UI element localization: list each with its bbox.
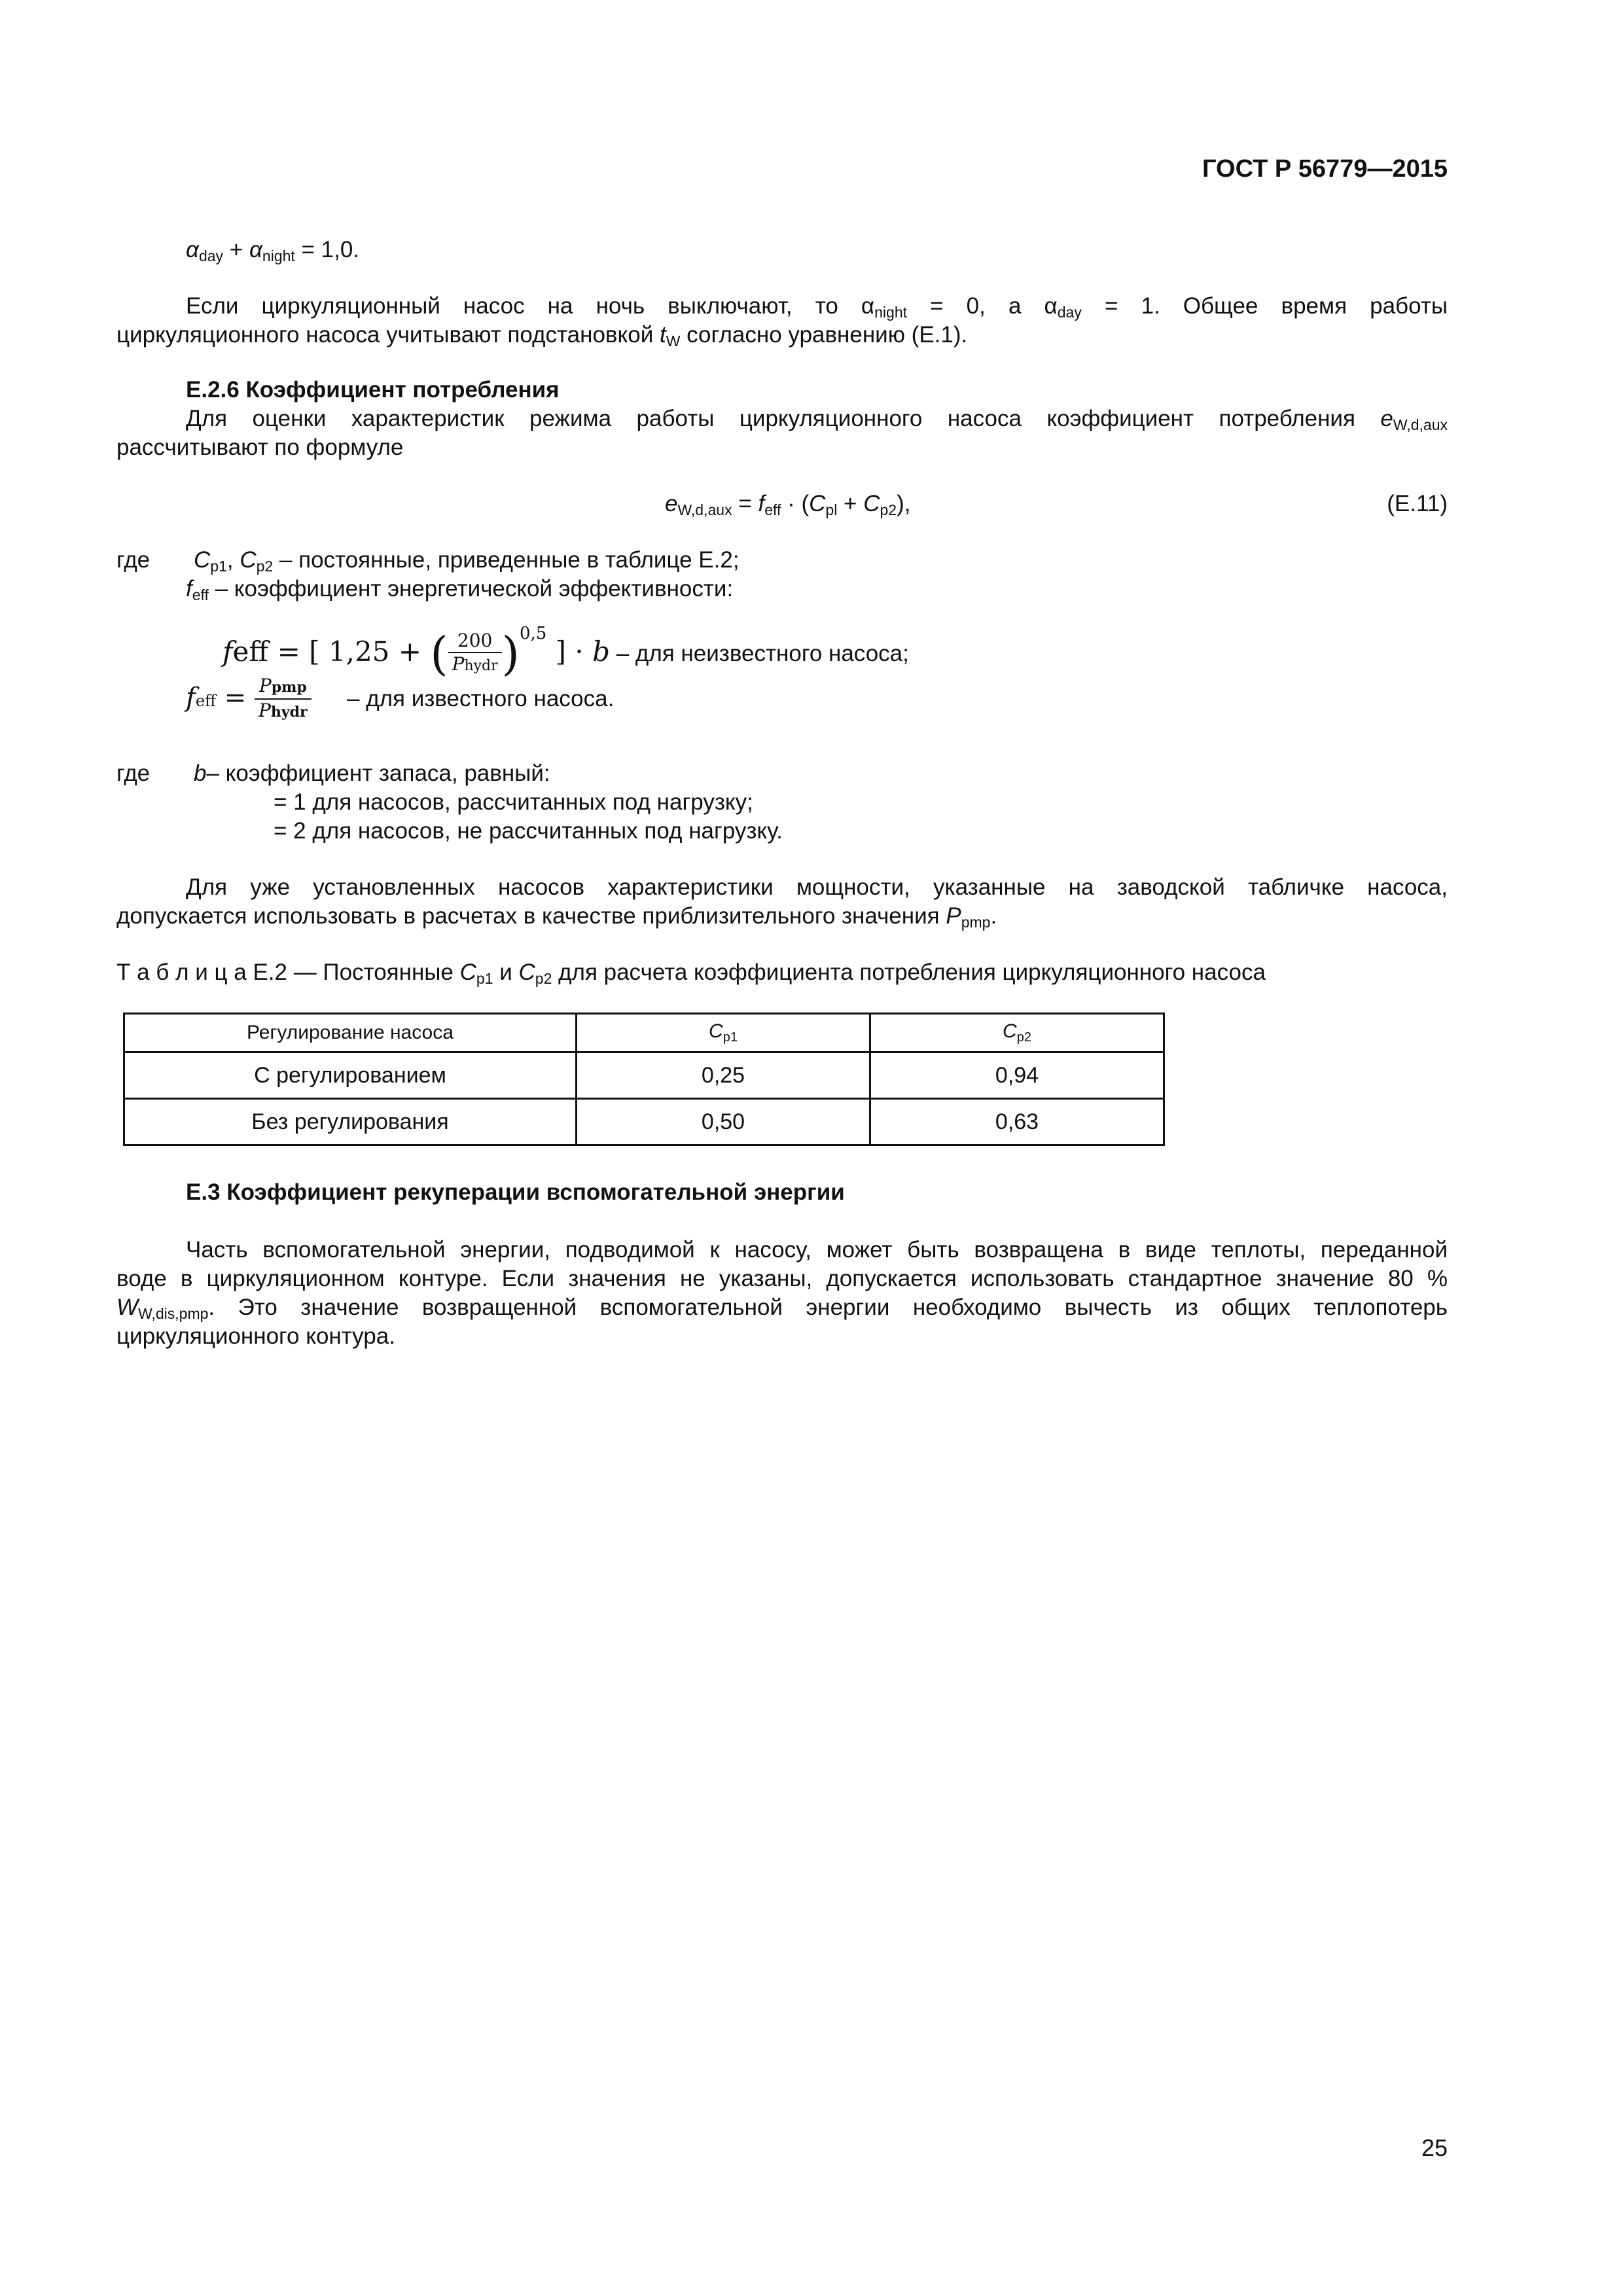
table-cell-regulation: С регулированием — [124, 1052, 577, 1099]
paragraph-consumption-line2: рассчитывают по формуле — [116, 435, 404, 460]
table-cell-cp1: 0,25 — [577, 1052, 870, 1099]
table-cell-regulation: Без регулирования — [124, 1099, 577, 1145]
alpha-sum-equation: $\alpha_{day} + \alpha_{night} = 1,0$. — [186, 237, 360, 264]
paragraph-installed-pumps-line2: допускается использовать в расчетах в качестве приблизительного значения $P_{pmp}$. — [116, 903, 997, 931]
document-id: ГОСТ Р 56779—2015 — [1202, 155, 1448, 183]
table-row — [124, 1052, 1164, 1099]
paragraph-installed-pumps-line1: Для уже установленных насосов характеристики мощности, указанные на заводской табличке насоса, — [186, 874, 1448, 900]
table-header-cp1: $C_{p1}$ — [577, 1014, 870, 1052]
equation-number-e11: (Е.11) — [1387, 491, 1448, 516]
where-label-2: где — [116, 761, 151, 786]
table-row — [124, 1099, 1164, 1145]
section-heading-e3: Е.3 Коэффициент рекуперации вспомогательной энергии — [186, 1179, 845, 1205]
table-header-cp2: $C_{p2}$ — [870, 1014, 1164, 1052]
page-number: 25 — [1421, 2134, 1448, 2161]
paragraph-recovery-line2: воде в циркуляционном контуре. Если значения не указаны, допускается использовать стандартное значение 80 % — [116, 1266, 1448, 1291]
table-header-regulation: Регулирование насоса — [124, 1014, 577, 1052]
table-cell-cp2: 0,63 — [870, 1099, 1164, 1145]
reserve-option-1: = 1 для насосов, рассчитанных под нагрузку; — [274, 789, 753, 815]
paragraph-night-shutdown-line2: циркуляционного насоса учитывают подстановкой $t_W$ согласно уравнению (Е.1). — [116, 322, 968, 350]
table-cell-cp1: 0,50 — [577, 1099, 870, 1145]
where-reserve-coefficient: b– коэффициент запаса, равный: — [194, 761, 550, 786]
where-efficiency-line: $f_{eff}$ – коэффициент энергетической эффективности: — [186, 576, 734, 603]
paragraph-recovery-line1: Часть вспомогательной энергии, подводимой к насосу, может быть возвращена в виде теплоты, переданной — [186, 1237, 1448, 1263]
reserve-option-2: = 2 для насосов, не рассчитанных под нагрузку. — [274, 818, 783, 844]
section-heading-e26: Е.2.6 Коэффициент потребления — [186, 377, 560, 403]
paragraph-night-shutdown-line1: Если циркуляционный насос на ночь выключают, то $\alpha_{night} = 0$, а $\alpha_{day} = 1$. Общее время работы — [186, 293, 1448, 321]
formula-known-pump: feff = $\frac{\text{Ppmp}}{\text{Phydr}}$ — [186, 665, 312, 734]
formula-known-pump-description: – для известного насоса. — [347, 686, 615, 711]
formula-unknown-pump: feff = [ 1,25 + ( $\frac{200}{\text{Phydr}}$ )$^{0,5}$ ] · b – для неизвестного насоса; — [223, 624, 909, 681]
paragraph-consumption-line1: Для оценки характеристик режима работы циркуляционного насоса коэффициент потребления $e_{W,d,aux}$ — [186, 406, 1448, 433]
table-cell-cp2: 0,94 — [870, 1052, 1164, 1099]
table-e2 — [123, 1013, 1165, 1146]
paragraph-recovery-line3: $W_{W,dis,pmp}$. Это значение возвращенной вспомогательной энергии необходимо вычесть из общих теплопотерь — [116, 1295, 1448, 1322]
table-caption: Т а б л и ц а Е.2 — Постоянные $C_{p1}$ и $C_{p2}$ для расчета коэффициента потребления циркуляционного насоса — [116, 960, 1266, 987]
where-constants-line: $C_{p1}$, $C_{p2}$ – постоянные, приведенные в таблице Е.2; — [194, 547, 740, 575]
equation-e11: $e_{W,d,aux} = f_{eff} \cdot (C_{pl} + C_{p2})$, — [665, 491, 911, 518]
table-header-row — [124, 1014, 1164, 1052]
where-label: где — [116, 547, 151, 573]
paragraph-recovery-line4: циркуляционного контура. — [116, 1323, 395, 1349]
